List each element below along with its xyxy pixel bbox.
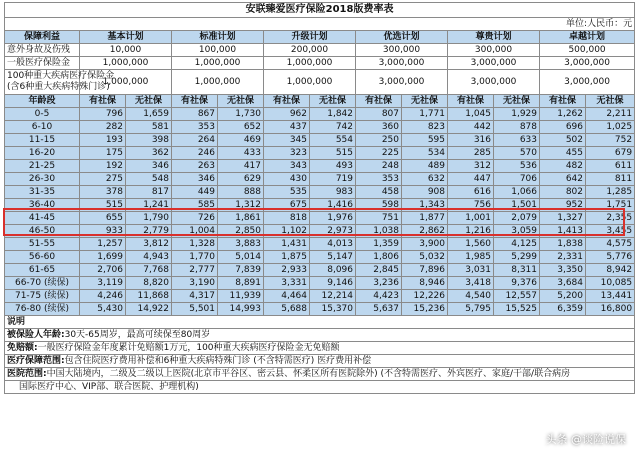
benefit-amount: 1,000,000 <box>80 57 172 70</box>
premium-cell: 430 <box>264 173 310 186</box>
premium-cell: 2,862 <box>402 225 448 238</box>
premium-cell: 802 <box>540 186 586 199</box>
with-social-insurance-header: 有社保 <box>264 95 310 108</box>
premium-cell: 5,430 <box>80 303 126 316</box>
age-header-row <box>5 95 635 108</box>
premium-cell: 2,331 <box>540 251 586 264</box>
premium-cell: 933 <box>80 225 126 238</box>
premium-cell: 888 <box>218 186 264 199</box>
age-band: 51-55 <box>5 238 80 251</box>
benefit-amount: 1,000,000 <box>172 57 264 70</box>
premium-cell: 192 <box>80 160 126 173</box>
premium-cell: 493 <box>310 160 356 173</box>
benefit-amount: 300,000 <box>356 44 448 57</box>
premium-cell: 353 <box>356 173 402 186</box>
premium-cell: 323 <box>264 147 310 160</box>
premium-cell: 16,800 <box>586 303 635 316</box>
premium-cell: 9,146 <box>310 277 356 290</box>
benefit-label <box>5 57 80 70</box>
premium-cell: 2,777 <box>172 264 218 277</box>
plan-basic: 基本计划 <box>80 31 172 44</box>
age-band: 31-35 <box>5 186 80 199</box>
premium-cell: 3,418 <box>448 277 494 290</box>
age-band: 61-65 <box>5 264 80 277</box>
premium-cell: 15,236 <box>402 303 448 316</box>
premium-cell: 1,004 <box>172 225 218 238</box>
premium-cell: 248 <box>356 160 402 173</box>
benefit-amount: 3,000,000 <box>448 70 540 95</box>
premium-cell: 756 <box>448 199 494 212</box>
premium-cell: 1,241 <box>126 199 172 212</box>
benefit-row <box>5 57 635 70</box>
with-social-insurance-header: 有社保 <box>80 95 126 108</box>
premium-cell: 633 <box>494 134 540 147</box>
note-text: 一般医疗保险金年度累计免赔额1万元，100种重大疾病医疗保险金无免赔额 <box>37 343 340 353</box>
rate-row <box>5 134 635 147</box>
premium-cell: 12,226 <box>402 290 448 303</box>
premium-cell: 548 <box>126 173 172 186</box>
premium-cell: 316 <box>448 134 494 147</box>
note-row <box>5 368 635 381</box>
premium-cell: 469 <box>218 134 264 147</box>
premium-cell: 1,976 <box>310 212 356 225</box>
premium-cell: 3,059 <box>494 225 540 238</box>
premium-cell: 5,147 <box>310 251 356 264</box>
premium-cell: 5,776 <box>586 251 635 264</box>
premium-cell: 15,525 <box>494 303 540 316</box>
note-label: 被保险人年龄: <box>7 330 65 340</box>
note-text: 中国大陆境内，二级及二级以上医院(北京市平谷区、密云县、怀柔区所有医院除外) (不含特需医疗、外宾医疗、家庭/干部/联合病房 <box>46 369 571 379</box>
premium-cell: 489 <box>402 160 448 173</box>
premium-cell: 8,820 <box>126 277 172 290</box>
benefit-header: 保障利益 <box>5 31 80 44</box>
with-social-insurance-header: 有社保 <box>356 95 402 108</box>
premium-cell: 796 <box>80 108 126 121</box>
benefit-amount: 3,000,000 <box>540 70 635 95</box>
notes-heading-row <box>5 316 635 329</box>
premium-cell: 726 <box>172 212 218 225</box>
premium-cell: 1,102 <box>264 225 310 238</box>
premium-cell: 4,575 <box>586 238 635 251</box>
with-social-insurance-header: 有社保 <box>172 95 218 108</box>
premium-cell: 1,359 <box>356 238 402 251</box>
without-social-insurance-header: 无社保 <box>586 95 635 108</box>
benefit-amount: 500,000 <box>540 44 635 57</box>
premium-cell: 1,285 <box>586 186 635 199</box>
premium-cell: 570 <box>494 147 540 160</box>
premium-cell: 3,031 <box>448 264 494 277</box>
premium-cell: 12,557 <box>494 290 540 303</box>
premium-cell: 5,032 <box>402 251 448 264</box>
premium-cell: 1,431 <box>264 238 310 251</box>
premium-cell: 3,883 <box>218 238 264 251</box>
note-text-continued: 国际医疗中心、VIP部、联合医院、护理机构) <box>5 381 635 394</box>
premium-cell: 433 <box>218 147 264 160</box>
rate-row <box>5 186 635 199</box>
benefit-amount: 1,000,000 <box>80 70 172 95</box>
premium-cell: 535 <box>264 186 310 199</box>
premium-cell: 482 <box>540 160 586 173</box>
benefit-amount: 300,000 <box>448 44 540 57</box>
premium-cell: 878 <box>494 121 540 134</box>
premium-cell: 285 <box>448 147 494 160</box>
rate-row <box>5 290 635 303</box>
premium-cell: 952 <box>540 199 586 212</box>
premium-cell: 378 <box>80 186 126 199</box>
premium-cell: 719 <box>310 173 356 186</box>
benefit-label <box>5 44 80 57</box>
benefit-amount: 1,000,000 <box>264 57 356 70</box>
premium-cell: 1,806 <box>356 251 402 264</box>
premium-cell: 515 <box>310 147 356 160</box>
premium-cell: 442 <box>448 121 494 134</box>
table-title: 安联臻爱医疗保险2018版费率表 <box>5 3 635 18</box>
premium-cell: 1,257 <box>80 238 126 251</box>
premium-cell: 14,993 <box>218 303 264 316</box>
premium-cell: 1,861 <box>218 212 264 225</box>
premium-cell: 447 <box>448 173 494 186</box>
premium-cell: 1,770 <box>172 251 218 264</box>
premium-cell: 585 <box>172 199 218 212</box>
premium-cell: 11,939 <box>218 290 264 303</box>
rate-row <box>5 264 635 277</box>
premium-cell: 616 <box>448 186 494 199</box>
premium-cell: 362 <box>126 147 172 160</box>
benefit-label-text: 一般医疗保险金 <box>7 58 71 68</box>
premium-cell: 679 <box>586 147 635 160</box>
premium-cell: 2,973 <box>310 225 356 238</box>
note-row <box>5 355 635 368</box>
benefit-amount: 1,000,000 <box>264 70 356 95</box>
premium-cell: 8,891 <box>218 277 264 290</box>
benefit-amount: 200,000 <box>264 44 356 57</box>
premium-cell: 1,699 <box>80 251 126 264</box>
premium-cell: 1,838 <box>540 238 586 251</box>
premium-cell: 398 <box>126 134 172 147</box>
premium-cell: 1,771 <box>402 108 448 121</box>
note-label: 医院范围: <box>7 369 47 379</box>
premium-cell: 611 <box>586 160 635 173</box>
premium-cell: 3,236 <box>356 277 402 290</box>
premium-cell: 15,370 <box>310 303 356 316</box>
premium-cell: 2,211 <box>586 108 635 121</box>
premium-cell: 1,328 <box>172 238 218 251</box>
premium-cell: 246 <box>172 147 218 160</box>
premium-cell: 817 <box>126 186 172 199</box>
note-cell <box>5 368 635 381</box>
plan-upgrade: 升级计划 <box>264 31 356 44</box>
premium-cell: 175 <box>80 147 126 160</box>
premium-cell: 346 <box>126 160 172 173</box>
premium-cell: 1,751 <box>586 199 635 212</box>
premium-cell: 807 <box>356 108 402 121</box>
premium-cell: 4,125 <box>494 238 540 251</box>
premium-cell: 7,768 <box>126 264 172 277</box>
note-text: 30天-65周岁，最高可续保至80周岁 <box>64 330 211 340</box>
note-label: 医疗保障范围: <box>7 356 65 366</box>
benefit-amount: 100,000 <box>172 44 264 57</box>
premium-cell: 250 <box>356 134 402 147</box>
premium-cell: 908 <box>402 186 448 199</box>
age-band: 66-70 (续保) <box>5 277 80 290</box>
premium-cell: 581 <box>126 121 172 134</box>
premium-cell: 962 <box>264 108 310 121</box>
premium-cell: 3,900 <box>402 238 448 251</box>
rate-row <box>5 108 635 121</box>
premium-cell: 4,540 <box>448 290 494 303</box>
premium-cell: 3,812 <box>126 238 172 251</box>
benefit-amount: 3,000,000 <box>448 57 540 70</box>
premium-cell: 5,637 <box>356 303 402 316</box>
premium-cell: 7,839 <box>218 264 264 277</box>
premium-cell: 4,423 <box>356 290 402 303</box>
note-label: 免赔额: <box>7 343 38 353</box>
premium-cell: 5,795 <box>448 303 494 316</box>
age-band: 71-75 (续保) <box>5 290 80 303</box>
premium-cell: 818 <box>264 212 310 225</box>
premium-cell: 2,706 <box>80 264 126 277</box>
premium-cell: 1,045 <box>448 108 494 121</box>
premium-cell: 417 <box>218 160 264 173</box>
age-band: 11-15 <box>5 134 80 147</box>
rate-table <box>4 2 635 394</box>
premium-cell: 1,877 <box>402 212 448 225</box>
benefit-label-text: 意外身故及伤残 <box>7 45 71 55</box>
premium-cell: 811 <box>586 173 635 186</box>
premium-cell: 1,413 <box>540 225 586 238</box>
premium-cell: 458 <box>356 186 402 199</box>
premium-cell: 1,001 <box>448 212 494 225</box>
benefit-amount: 10,000 <box>80 44 172 57</box>
premium-cell: 502 <box>540 134 586 147</box>
premium-cell: 534 <box>402 147 448 160</box>
premium-cell: 449 <box>172 186 218 199</box>
note-row <box>5 381 635 394</box>
premium-cell: 263 <box>172 160 218 173</box>
premium-cell: 1,025 <box>586 121 635 134</box>
premium-cell: 3,455 <box>586 225 635 238</box>
with-social-insurance-header: 有社保 <box>540 95 586 108</box>
premium-cell: 1,875 <box>264 251 310 264</box>
note-cell <box>5 355 635 368</box>
premium-cell: 595 <box>402 134 448 147</box>
premium-cell: 632 <box>402 173 448 186</box>
premium-cell: 275 <box>80 173 126 186</box>
premium-cell: 345 <box>264 134 310 147</box>
benefit-amount: 1,000,000 <box>172 70 264 95</box>
benefit-label <box>5 70 115 95</box>
rate-row <box>5 225 635 238</box>
premium-cell: 2,355 <box>586 212 635 225</box>
benefit-row <box>5 44 635 57</box>
premium-cell: 225 <box>356 147 402 160</box>
premium-cell: 4,464 <box>264 290 310 303</box>
premium-cell: 455 <box>540 147 586 160</box>
age-band: 21-25 <box>5 160 80 173</box>
note-cell <box>5 342 635 355</box>
premium-cell: 12,214 <box>310 290 356 303</box>
premium-cell: 1,929 <box>494 108 540 121</box>
premium-cell: 3,350 <box>540 264 586 277</box>
without-social-insurance-header: 无社保 <box>310 95 356 108</box>
plan-premium: 尊贵计划 <box>448 31 540 44</box>
premium-cell: 1,262 <box>540 108 586 121</box>
age-band: 16-20 <box>5 147 80 160</box>
rate-row <box>5 121 635 134</box>
premium-cell: 3,331 <box>264 277 310 290</box>
age-band: 36-40 <box>5 199 80 212</box>
rate-row <box>5 238 635 251</box>
benefit-amount: 3,000,000 <box>540 57 635 70</box>
note-cell <box>5 329 635 342</box>
age-band: 26-30 <box>5 173 80 186</box>
plan-header-row <box>5 31 635 44</box>
premium-cell: 193 <box>80 134 126 147</box>
premium-cell: 1,790 <box>126 212 172 225</box>
premium-cell: 598 <box>356 199 402 212</box>
note-row <box>5 329 635 342</box>
premium-cell: 5,200 <box>540 290 586 303</box>
premium-cell: 1,730 <box>218 108 264 121</box>
premium-cell: 1,560 <box>448 238 494 251</box>
benefit-label-sub: (含6种重大疾病特殊门诊) <box>7 82 110 92</box>
premium-cell: 3,190 <box>172 277 218 290</box>
premium-cell: 4,317 <box>172 290 218 303</box>
premium-cell: 1,659 <box>126 108 172 121</box>
premium-cell: 312 <box>448 160 494 173</box>
age-band: 46-50 <box>5 225 80 238</box>
premium-cell: 1,343 <box>402 199 448 212</box>
premium-cell: 867 <box>172 108 218 121</box>
premium-cell: 5,501 <box>172 303 218 316</box>
rate-row <box>5 277 635 290</box>
note-text: 包含住院医疗费用补偿和6种重大疾病特殊门诊 (不含特需医疗) 医疗费用补偿 <box>64 356 372 366</box>
premium-cell: 8,096 <box>310 264 356 277</box>
notes-heading: 说明 <box>5 316 635 329</box>
age-band: 41-45 <box>5 212 80 225</box>
rate-row <box>5 173 635 186</box>
premium-cell: 2,933 <box>264 264 310 277</box>
premium-cell: 8,946 <box>402 277 448 290</box>
rate-row <box>5 160 635 173</box>
premium-cell: 1,216 <box>448 225 494 238</box>
premium-cell: 554 <box>310 134 356 147</box>
benefit-amount: 3,000,000 <box>356 70 448 95</box>
age-band: 6-10 <box>5 121 80 134</box>
benefit-row <box>5 70 635 95</box>
plan-excellence: 卓越计划 <box>540 31 635 44</box>
benefit-amount: 3,000,000 <box>356 57 448 70</box>
premium-cell: 629 <box>218 173 264 186</box>
premium-cell: 343 <box>264 160 310 173</box>
premium-cell: 5,688 <box>264 303 310 316</box>
premium-cell: 655 <box>80 212 126 225</box>
premium-cell: 515 <box>80 199 126 212</box>
premium-cell: 1,312 <box>218 199 264 212</box>
age-band: 76-80 (续保) <box>5 303 80 316</box>
premium-cell: 8,942 <box>586 264 635 277</box>
premium-cell: 282 <box>80 121 126 134</box>
premium-cell: 9,376 <box>494 277 540 290</box>
premium-cell: 696 <box>540 121 586 134</box>
premium-cell: 2,845 <box>356 264 402 277</box>
premium-cell: 675 <box>264 199 310 212</box>
premium-cell: 2,850 <box>218 225 264 238</box>
premium-cell: 4,013 <box>310 238 356 251</box>
premium-cell: 823 <box>402 121 448 134</box>
premium-cell: 4,943 <box>126 251 172 264</box>
premium-cell: 14,922 <box>126 303 172 316</box>
rate-row <box>5 212 635 225</box>
premium-cell: 353 <box>172 121 218 134</box>
note-row <box>5 342 635 355</box>
rate-row <box>5 199 635 212</box>
premium-cell: 1,066 <box>494 186 540 199</box>
without-social-insurance-header: 无社保 <box>402 95 448 108</box>
premium-cell: 2,779 <box>126 225 172 238</box>
premium-cell: 5,299 <box>494 251 540 264</box>
premium-cell: 360 <box>356 121 402 134</box>
premium-cell: 3,119 <box>80 277 126 290</box>
premium-cell: 536 <box>494 160 540 173</box>
with-social-insurance-header: 有社保 <box>448 95 494 108</box>
premium-cell: 437 <box>264 121 310 134</box>
rate-row <box>5 251 635 264</box>
premium-cell: 264 <box>172 134 218 147</box>
plan-standard: 标准计划 <box>172 31 264 44</box>
premium-cell: 642 <box>540 173 586 186</box>
currency-unit: 单位:人民币：元 <box>5 18 635 31</box>
premium-cell: 1,327 <box>540 212 586 225</box>
premium-cell: 13,441 <box>586 290 635 303</box>
age-band: 0-5 <box>5 108 80 121</box>
premium-cell: 6,359 <box>540 303 586 316</box>
benefit-label-text: 100种重大疾病医疗保险金 <box>7 71 115 81</box>
premium-cell: 2,079 <box>494 212 540 225</box>
plan-preferred: 优选计划 <box>356 31 448 44</box>
premium-cell: 751 <box>356 212 402 225</box>
premium-cell: 11,868 <box>126 290 172 303</box>
premium-cell: 752 <box>586 134 635 147</box>
rate-row <box>5 303 635 316</box>
premium-cell: 1,842 <box>310 108 356 121</box>
premium-cell: 1,985 <box>448 251 494 264</box>
premium-cell: 652 <box>218 121 264 134</box>
premium-cell: 8,311 <box>494 264 540 277</box>
premium-cell: 706 <box>494 173 540 186</box>
age-band: 56-60 <box>5 251 80 264</box>
premium-cell: 4,246 <box>80 290 126 303</box>
premium-cell: 7,896 <box>402 264 448 277</box>
rate-table-sheet <box>4 2 634 394</box>
premium-cell: 742 <box>310 121 356 134</box>
rate-row <box>5 147 635 160</box>
without-social-insurance-header: 无社保 <box>126 95 172 108</box>
premium-cell: 346 <box>172 173 218 186</box>
premium-cell: 1,501 <box>494 199 540 212</box>
premium-cell: 983 <box>310 186 356 199</box>
watermark: 头条 @谈险说保 <box>545 433 626 446</box>
premium-cell: 1,416 <box>310 199 356 212</box>
premium-cell: 10,085 <box>586 277 635 290</box>
age-band-header: 年龄段 <box>5 95 80 108</box>
without-social-insurance-header: 无社保 <box>218 95 264 108</box>
premium-cell: 3,684 <box>540 277 586 290</box>
without-social-insurance-header: 无社保 <box>494 95 540 108</box>
premium-cell: 5,014 <box>218 251 264 264</box>
premium-cell: 1,038 <box>356 225 402 238</box>
